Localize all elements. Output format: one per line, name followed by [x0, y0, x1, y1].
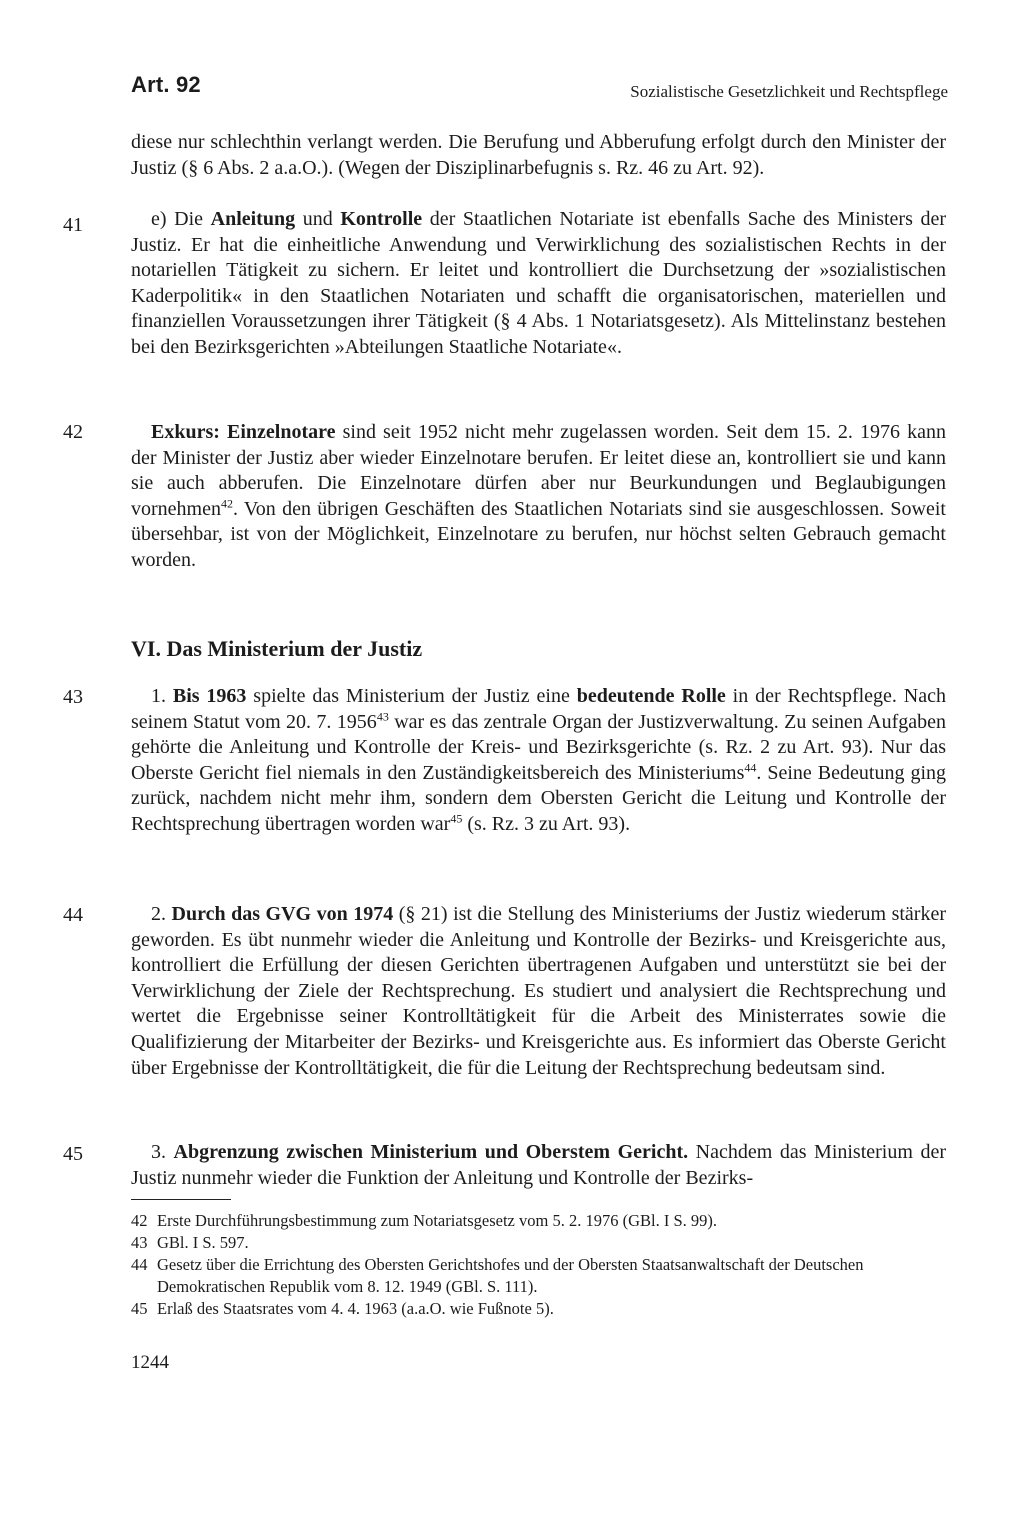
footnote — [131, 1298, 946, 1320]
paragraph-number: 3. — [151, 1141, 174, 1163]
bold-term: Kontrolle — [340, 208, 423, 230]
paragraph-text: . Seine Bedeutung ging zurück, nachdem nicht mehr ihm, sondern dem Obersten Gericht die Leitung und Kontrolle der Rechtsprechung übertragen worden war — [131, 761, 947, 835]
bold-term: bedeutende Rolle — [576, 685, 726, 707]
footnote-number: 45 — [131, 1299, 148, 1318]
paragraph-text: war es das zentrale Organ der Justizverwaltung. Zu seinen Aufgaben gehörte die Anleitung und Kontrolle der Kreis- und Bezirksgerichte (s. Rz. 2 zu Art. 93). Nur das Oberste Gericht fiel niemals in den Zuständigkeitsbereich des Ministeriums — [131, 710, 946, 784]
paragraph-44 — [131, 902, 946, 1081]
margin-number-45: 45 — [63, 1143, 83, 1165]
paragraph-41 — [131, 207, 946, 361]
paragraph-text: (§ 21) ist die Stellung des Ministeriums der Justiz wiederum stärker geworden. Es übt nunmehr wieder die Anleitung und Kontrolle der Bezirks- und Kreisgerichte aus, kontrolliert die Erfüllung der diesen Gerichten übertragenen Aufgaben und unterstützt sie bei der Verwirklichung der Ziele der Rechtsprechung. Es studiert und analysiert die Rechtsprechung und wertet die Ergebnisse seiner Kontrolltätigkeit für die Arbeit des Ministerrates sowie die Qualifizierung der Mitarbeiter der Bezirks- und Kreisgerichte aus. Es informiert das Oberste Gericht über Ergebnisse der Kontrolltätigkeit, die für die Leitung der Rechtsprechung bedeutsam sind. — [131, 903, 946, 1079]
article-number: Art. 92 — [131, 72, 201, 97]
footnote-ref[interactable]: 43 — [376, 708, 389, 723]
bold-term: Anleitung — [210, 208, 296, 230]
paragraph-43 — [131, 684, 946, 838]
paragraph-text: Nachdem das Ministerium der Justiz nunmehr wieder die Funktion der Anleitung und Kontrolle der Bezirks- — [131, 1141, 947, 1189]
footnote-ref[interactable]: 45 — [450, 811, 463, 826]
footnote-text: Erste Durchführungsbestimmung zum Notariatsgesetz vom 5. 2. 1976 (GBl. I S. 99). — [157, 1211, 717, 1230]
bold-term: Durch das GVG von 1974 — [171, 903, 394, 925]
footnote-number: 42 — [131, 1211, 148, 1230]
paragraph-text: und — [295, 208, 341, 230]
footnote-divider — [131, 1199, 231, 1200]
section-heading: VI. Das Ministerium der Justiz — [131, 636, 423, 661]
footnote-text: Gesetz über die Errichtung des Obersten Gerichtshofes und der Obersten Staatsanwaltschaft der Deutschen Demokratischen Republik vom 8. 12. 1949 (GBl. S. 111). — [157, 1255, 864, 1296]
footnote-ref[interactable]: 42 — [220, 496, 233, 511]
bold-term: Abgrenzung zwischen Ministerium und Oberstem Gericht. — [173, 1141, 689, 1163]
footnotes — [131, 1210, 946, 1320]
footnote-text: GBl. I S. 597. — [157, 1233, 249, 1252]
margin-number-44: 44 — [63, 904, 83, 926]
running-title: Sozialistische Gesetzlichkeit und Rechtspflege — [630, 82, 948, 101]
bold-term: Exkurs: Einzelnotare — [151, 421, 336, 443]
footnote — [131, 1210, 946, 1232]
paragraph-45 — [131, 1140, 946, 1191]
footnote-number: 44 — [131, 1255, 148, 1274]
margin-number-42: 42 — [63, 421, 83, 443]
paragraph-text: der Staatlichen Notariate ist ebenfalls Sache des Ministers der Justiz. Er hat die einheitliche Anwendung und Verwirklichung des sozialistischen Rechts in der notariellen Tätigkeit zu sichern. Er leitet und kontrolliert die Durchsetzung der »sozialistischen Kaderpolitik« in den Staatlichen Notariaten und schafft die organisatorischen, materiellen und finanziellen Voraussetzungen ihrer Tätigkeit (§ 4 Abs. 1 Notariatsgesetz). Als Mittelinstanz bestehen bei den Bezirksgerichten »Abteilungen Staatliche Notariate«. — [131, 208, 947, 358]
paragraph-text: sind seit 1952 nicht mehr zugelassen worden. Seit dem 15. 2. 1976 kann der Minister der Justiz aber wieder Einzelnotare berufen. Er leitet diese an, kontrolliert sie und kann sie auch abberufen. Die Einzelnotare dürfen aber nur Beurkundungen und Beglaubigungen vornehmen — [131, 421, 946, 520]
paragraph-number: 2. — [151, 903, 172, 925]
paragraph-number: 1. — [151, 685, 173, 707]
margin-number-43: 43 — [63, 686, 83, 708]
footnote-ref[interactable]: 44 — [744, 760, 757, 775]
paragraph-text: . Von den übrigen Geschäften des Staatlichen Notariats sind sie ausgeschlossen. Soweit übersehbar, ist von der Möglichkeit, Einzelnotare zu berufen, nur höchst selten Gebrauch gemacht worden. — [131, 497, 946, 571]
paragraph-text: (s. Rz. 3 zu Art. 93). — [462, 812, 631, 835]
paragraph-text: spielte das Ministerium der Justiz eine — [246, 685, 577, 707]
footnote-number: 43 — [131, 1233, 148, 1252]
footnote — [131, 1232, 946, 1254]
page-number: 1244 — [131, 1352, 169, 1373]
paragraph-continuation — [131, 130, 946, 181]
bold-term: Bis 1963 — [172, 685, 247, 707]
margin-number-41: 41 — [63, 214, 83, 236]
footnote — [131, 1254, 946, 1298]
footnote-text: Erlaß des Staatsrates vom 4. 4. 1963 (a.a.O. wie Fußnote 5). — [157, 1299, 554, 1318]
paragraph-42 — [131, 420, 946, 574]
paragraph-text: diese nur schlechthin verlangt werden. Die Berufung und Abberufung erfolgt durch den Minister der Justiz (§ 6 Abs. 2 a.a.O.). (Wegen der Disziplinarbefugnis s. Rz. 46 zu Art. 92). — [131, 131, 946, 179]
paragraph-prefix: e) Die — [151, 208, 211, 230]
paragraph-text: in der Rechtspflege. Nach seinem Statut vom 20. 7. 1956 — [131, 685, 946, 733]
